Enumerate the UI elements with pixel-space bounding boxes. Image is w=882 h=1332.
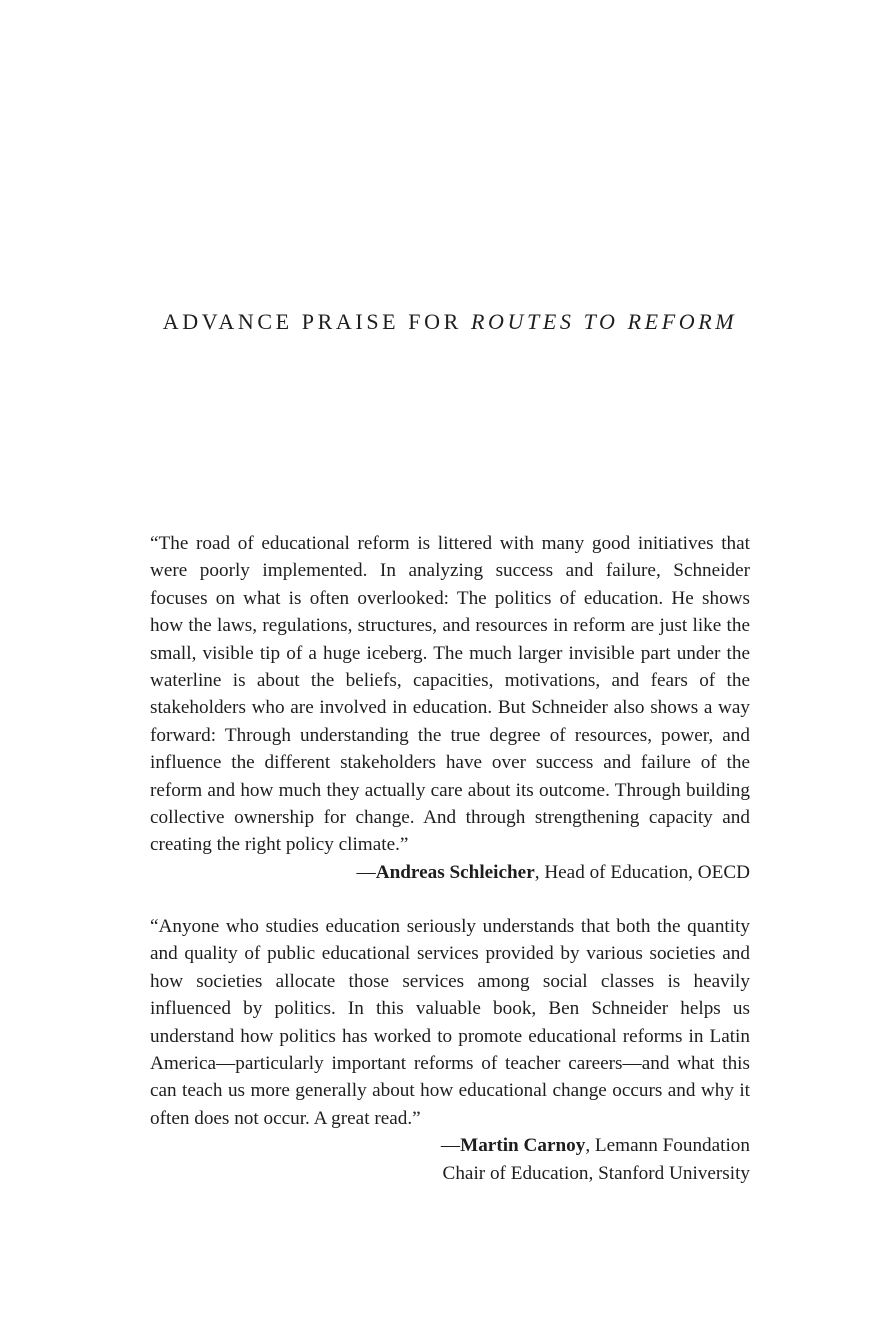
page-heading <box>150 307 750 337</box>
heading-prefix: ADVANCE PRAISE FOR <box>162 309 472 334</box>
praise-blurb <box>150 913 750 1187</box>
book-title: ROUTES TO REFORM <box>471 309 738 334</box>
endorser-name: Martin Carnoy <box>460 1135 586 1157</box>
attribution-dash: — <box>356 861 376 883</box>
endorser-affiliation: , Head of Education, OECD <box>534 861 750 883</box>
blurb-attribution <box>150 859 750 886</box>
attribution-line <box>150 859 750 886</box>
blurb-attribution <box>150 1132 750 1187</box>
blurb-quote: “Anyone who studies education seriously understands that both the quantity and quality of public educational services provided by various societies and how societies allocate those services among social classes is heavily influenced by politics. In this valuable book, Ben Schneider helps us understand how politics has worked to promote educational reforms in Latin America—particularly important reforms of teacher careers—and what this can teach us more generally about how educational change occurs and why it often does not occur. A great read.” <box>150 916 750 1129</box>
praise-blurb <box>150 530 750 886</box>
blurb-quote: “The road of educational reform is littered with many good initiatives that were poorly implemented. In analyzing success and failure, Schneider focuses on what is often overlooked: The politics of education. He shows how the laws, regulations, structures, and resources in reform are just like the small, visible tip of a huge iceberg. The much larger invisible part under the waterline is about the beliefs, capacities, motivations, and fears of the stakeholders who are involved in education. But Schneider also shows a way forward: Through understanding the true degree of resources, power, and influence the different stakeholders have over success and failure of the reform and how much they actually care about its outcome. Through building collective ownership for change. And through strengthening capacity and creating the right policy climate.” <box>150 533 750 856</box>
endorser-affiliation: , Lemann Foundation <box>585 1135 750 1157</box>
endorser-name: Andreas Schleicher <box>375 861 535 883</box>
attribution-dash: — <box>440 1135 461 1157</box>
endorser-affiliation-continued: Chair of Education, Stanford University <box>442 1162 750 1184</box>
attribution-line <box>150 1132 750 1159</box>
